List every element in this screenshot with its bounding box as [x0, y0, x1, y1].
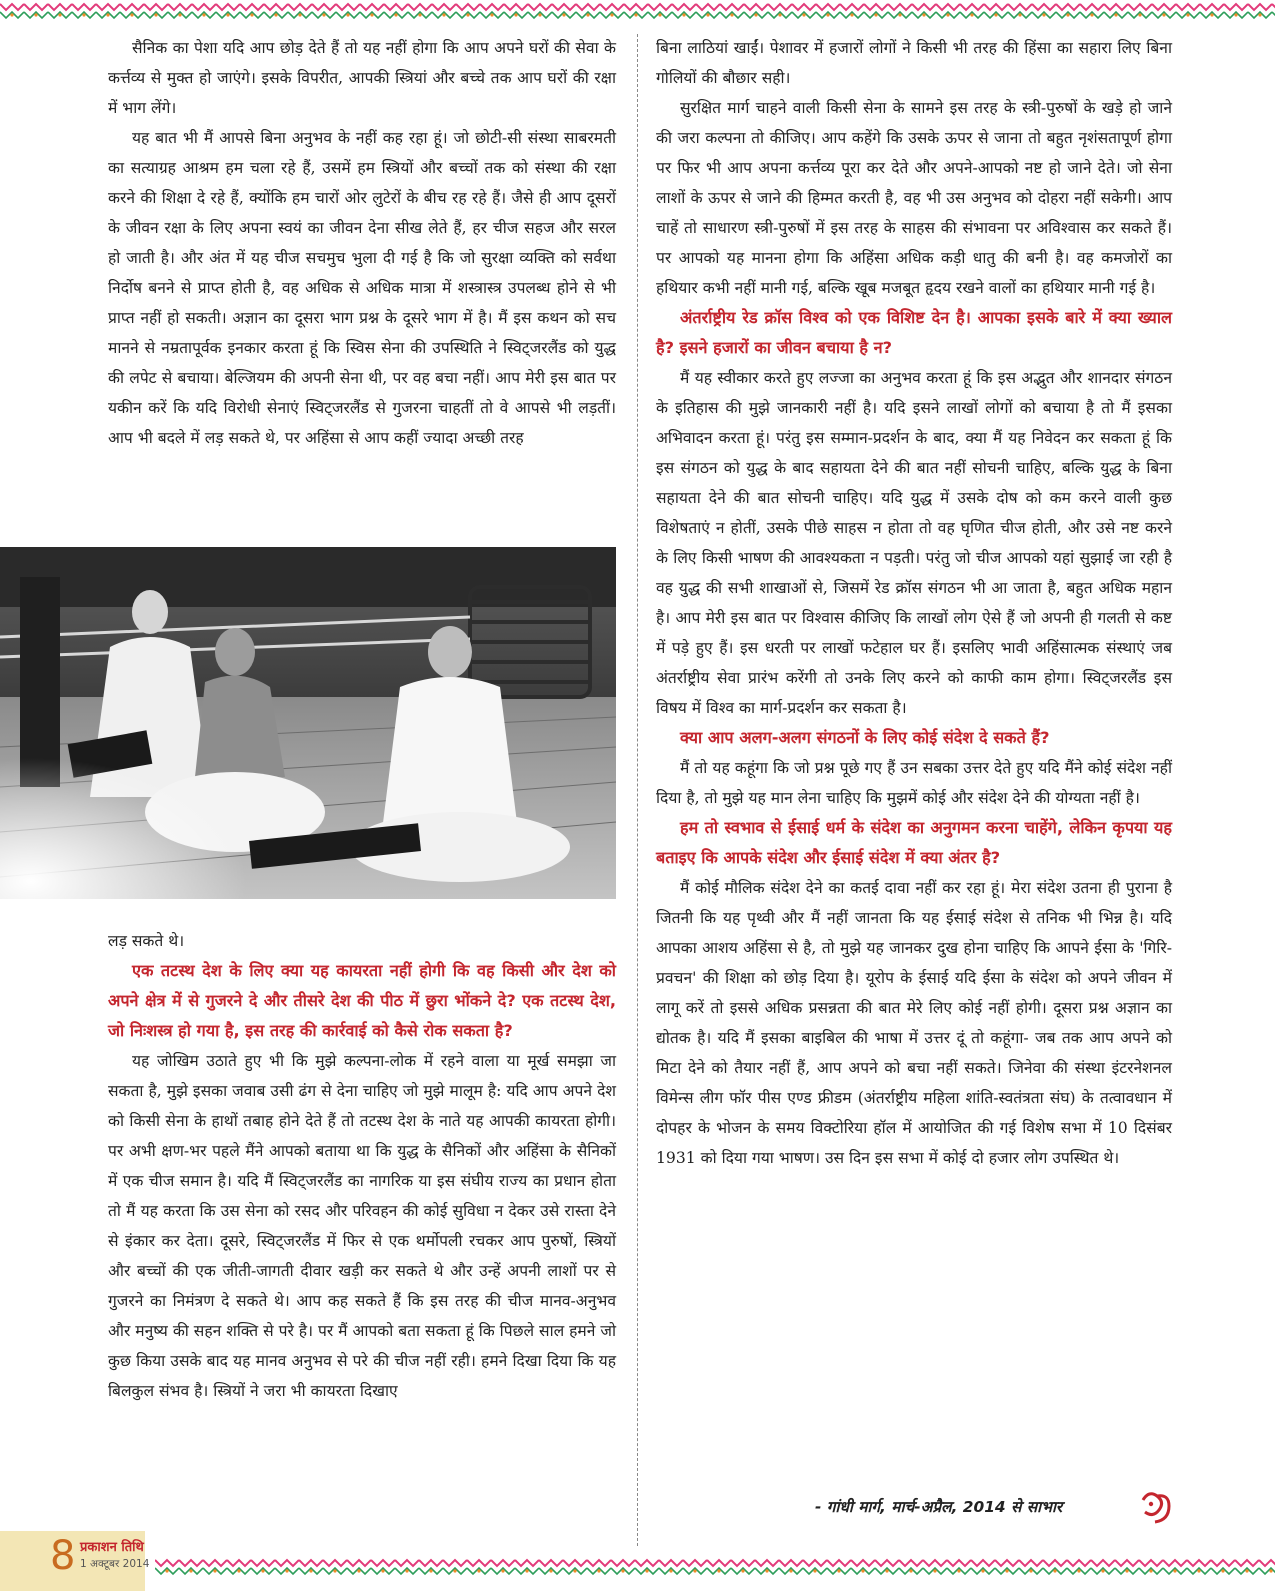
paragraph: मैं तो यह कहूंगा कि जो प्रश्न पूछे गए हैं उन सबका उत्तर देते हुए यदि मैंने कोई संदेश नहीं दिया है, तो मुझे यह मान लेना चाहिए कि मुझमें कोई और संदेश देने की योग्यता नहीं है। — [656, 759, 1172, 807]
left-column-bottom — [108, 926, 616, 1406]
publication-label: प्रकाशन तिथि — [80, 1540, 144, 1555]
right-column — [656, 33, 1172, 1173]
decorative-bottom-border — [155, 1556, 1275, 1578]
paragraph: लड़ सकते थे। — [108, 932, 185, 950]
interview-question: अंतर्राष्ट्रीय रेड क्रॉस विश्व को एक विशिष्ट देन है। आपका इसके बारे में क्या ख्याल है? इसने हजारों का जीवन बचाया है न? — [656, 308, 1172, 357]
paragraph: यह बात भी मैं आपसे बिना अनुभव के नहीं कह रहा हूं। जो छोटी-सी संस्था साबरमती का सत्याग्रह आश्रम हम चला रहे हैं, उसमें हम स्त्रियों और बच्चों तक को संस्था की रक्षा करने की शिक्षा दे रहे हैं, क्योंकि हम चारों ओर लुटेरों के बीच रह रहे हैं। जैसे ही आप दूसरों के जीवन रक्षा के लिए अपना स्वयं का जीवन देना सीख लेते हैं, हर चीज सहज और सरल हो जाती है। और अंत में यह चीज सचमुच भुला दी गई है कि जो सुरक्षा व्यक्ति को सर्वथा निर्दोष बनने से प्राप्त होती है, वह अधिक से अधिक मात्रा में शस्त्रास्त्र उपलब्ध होने से भी प्राप्त नहीं हो सकती। अज्ञान का दूसरा भाग प्रश्न के दूसरे भाग में है। मैं इस कथन को सच मानने से नम्रतापूर्वक इनकार करता हूं कि स्विस सेना की उपस्थिति ने स्विट्जरलैंड को युद्ध की लपेट से बचाया। बेल्जियम की अपनी सेना थी, पर वह बचा नहीं। आप मेरी इस बात पर यकीन करें कि यदि विरोधी सेनाएं स्विट्जरलैंड से गुजरना चाहतीं तो वे आपसे भी लड़तीं। आप भी बदले में लड़ सकते थे, पर अहिंसा से आप कहीं ज्यादा अच्छी तरह — [108, 129, 616, 447]
paragraph: मैं कोई मौलिक संदेश देने का कतई दावा नहीं कर रहा हूं। मेरा संदेश उतना ही पुराना है जितनी कि यह पृथ्वी और मैं नहीं जानता कि यह ईसाई संदेश से तनिक भी भिन्न है। यदि आपका आशय अहिंसा से है, तो मुझे यह जानकर दुख होना चाहिए कि आपने ईसा के 'गिरि-प्रवचन' की शिक्षा को छोड़ दिया है। यूरोप के ईसाई यदि ईसा के संदेश को अपने जीवन में लागू करें तो इससे अधिक प्रसन्नता की बात मेरे लिए कोई नहीं होगी। दूसरा प्रश्न अज्ञान का द्योतक है। यदि मैं इसका बाइबिल की भाषा में उत्तर दूं तो कहूंगा- जब तक आप अपने को मिटा देने को तैयार नहीं हैं, आप अपने को बचा नहीं सकते। जिनेवा की संस्था इंटरनेशनल विमेन्स लीग फॉर पीस एण्ड फ्रीडम (अंतर्राष्ट्रीय महिला शांति-स्वतंत्रता संघ) के तत्वावधान में दोपहर के भोजन के समय विक्टोरिया हॉल में आयोजित की गई विशेष सभा में 10 दिसंबर 1931 को दिया गया भाषण। उस दिन इस सभा में कोई दो हजार लोग उपस्थित थे। — [656, 879, 1172, 1167]
source-credit: - गांधी मार्ग, मार्च-अप्रैल, 2014 से साभार — [815, 1498, 1063, 1516]
interview-question: एक तटस्थ देश के लिए क्या यह कायरता नहीं होगी कि वह किसी और देश को अपने क्षेत्र में से गुजरने दे और तीसरे देश की पीठ में छुरा भोंकने दे? एक तटस्थ देश, जो निःशस्त्र हो गया है, इस तरह की कार्रवाई को कैसे रोक सकता है? — [108, 961, 616, 1040]
end-mark-icon — [1135, 1486, 1175, 1528]
decorative-top-border — [0, 0, 1275, 22]
paragraph: यह जोखिम उठाते हुए भी कि मुझे कल्पना-लोक में रहने वाला या मूर्ख समझा जा सकता है, मुझे इसका जवाब उसी ढंग से देना चाहिए जो मुझे मालूम है: यदि आप अपने देश को किसी सेना के हाथों तबाह होने देते हैं तो तटस्थ देश के नाते यह आपकी कायरता होगी। पर अभी क्षण-भर पहले मैंने आपको बताया था कि युद्ध के सैनिकों और अहिंसा के सैनिकों में एक चीज समान है। यदि मैं स्विट्जरलैंड का नागरिक या इस संघीय राज्य का प्रधान होता तो मैं यह करता कि उस सेना को रसद और परिवहन की कोई सुविधा न देकर उसे रास्ता देने से इंकार कर देता। दूसरे, स्विट्जरलैंड में फिर से एक थर्मोपली रचकर आप पुरुषों, स्त्रियों और बच्चों की एक जीती-जागती दीवार खड़ी कर सकते थे और उन्हें अपनी लाशों पर से गुजरने का निमंत्रण दे सकते थे। आप कह सकते हैं कि इस तरह की चीज मानव-अनुभव और मनुष्य की सहन शक्ति से परे है। पर मैं आपको बता सकता हूं कि पिछले साल हमने जो कुछ किया उसके बाद यह मानव अनुभव से परे की चीज नहीं रही। हमने दिखा दिया कि यह बिलकुल संभव है। स्त्रियों ने जरा भी कायरता दिखाए — [108, 1052, 616, 1400]
gandhi-spinning-photo — [0, 547, 616, 899]
paragraph: बिना लाठियां खाईं। पेशावर में हजारों लोगों ने किसी भी तरह की हिंसा का सहारा लिए बिना गोलियों की बौछार सही। — [656, 39, 1172, 87]
paragraph: सैनिक का पेशा यदि आप छोड़ देते हैं तो यह नहीं होगा कि आप अपने घरों की सेवा के कर्त्तव्य से मुक्त हो जाएंगे। इसके विपरीत, आपकी स्त्रियां और बच्चे तक आप घरों की रक्षा में भाग लेंगे। — [108, 39, 616, 117]
paragraph: सुरक्षित मार्ग चाहने वाली किसी सेना के सामने इस तरह के स्त्री-पुरुषों के खड़े हो जाने की जरा कल्पना तो कीजिए। आप कहेंगे कि उसके ऊपर से जाना तो बहुत नृशंसतापूर्ण होगा पर फिर भी आप अपना कर्त्तव्य पूरा कर देते और अपने-आपको नष्ट हो जाने देते। जो सेना लाशों के ऊपर से जाने की हिम्मत करती है, वह भी उस अनुभव को दोहरा नहीं सकेगी। आप चाहें तो साधारण स्त्री-पुरुषों में इस तरह के साहस की संभावना पर अविश्वास कर सकते हैं। पर आपको यह मानना होगा कि अहिंसा अधिक कड़ी धातु की बनी है। वह कमजोरों का हथियार कभी नहीं मानी गई, बल्कि खूब मजबूत हृदय रखने वालों का हथियार मानी गई है। — [656, 99, 1172, 297]
left-column-top — [108, 33, 616, 453]
paragraph: मैं यह स्वीकार करते हुए लज्जा का अनुभव करता हूं कि इस अद्भुत और शानदार संगठन के इतिहास की मुझे जानकारी नहीं है। यदि इसने लाखों लोगों को बचाया है तो मैं इसका अभिवादन करता हूं। परंतु इस सम्मान-प्रदर्शन के बाद, क्या मैं यह निवेदन कर सकता हूं कि इस संगठन को युद्ध के बाद सहायता देने की बात नहीं सोचनी चाहिए, बल्कि युद्ध के बिना सहायता देने की बात सोचनी चाहिए। यदि युद्ध में उसके दोष को कम करने वाली कुछ विशेषताएं न होतीं, उसके पीछे साहस न होता तो वह घृणित चीज होती, और उसे नष्ट करने के लिए किसी भाषण की आवश्यकता न पड़ती। परंतु जो चीज आपको यहां सुझाई जा रही है वह युद्ध की सभी शाखाओं से, जिसमें रेड क्रॉस संगठन भी आ जाता है, बहुत अधिक महान है। आप मेरी इस बात पर विश्वास कीजिए कि लाखों लोग ऐसे हैं जो अपनी ही गलती से कष्ट में पड़े हुए हैं। इस धरती पर लाखों फटेहाल घर हैं। इसलिए भावी अहिंसात्मक संस्थाएं जब अंतर्राष्ट्रीय सेवा प्रारंभ करेंगी तो उनके लिए करने को काफी काम होगा। स्विट्जरलैंड इस विषय में विश्व का मार्ग-प्रदर्शन कर सकता है। — [656, 369, 1172, 717]
interview-question: हम तो स्वभाव से ईसाई धर्म के संदेश का अनुगमन करना चाहेंगे, लेकिन कृपया यह बताइए कि आपके संदेश और ईसाई संदेश में क्या अंतर है? — [656, 818, 1172, 867]
column-divider — [637, 34, 638, 1546]
page-number: 8 — [50, 1533, 76, 1579]
interview-question: क्या आप अलग-अलग संगठनों के लिए कोई संदेश दे सकते हैं? — [680, 728, 1050, 747]
publication-date: 1 अक्टूबर 2014 — [80, 1558, 150, 1570]
